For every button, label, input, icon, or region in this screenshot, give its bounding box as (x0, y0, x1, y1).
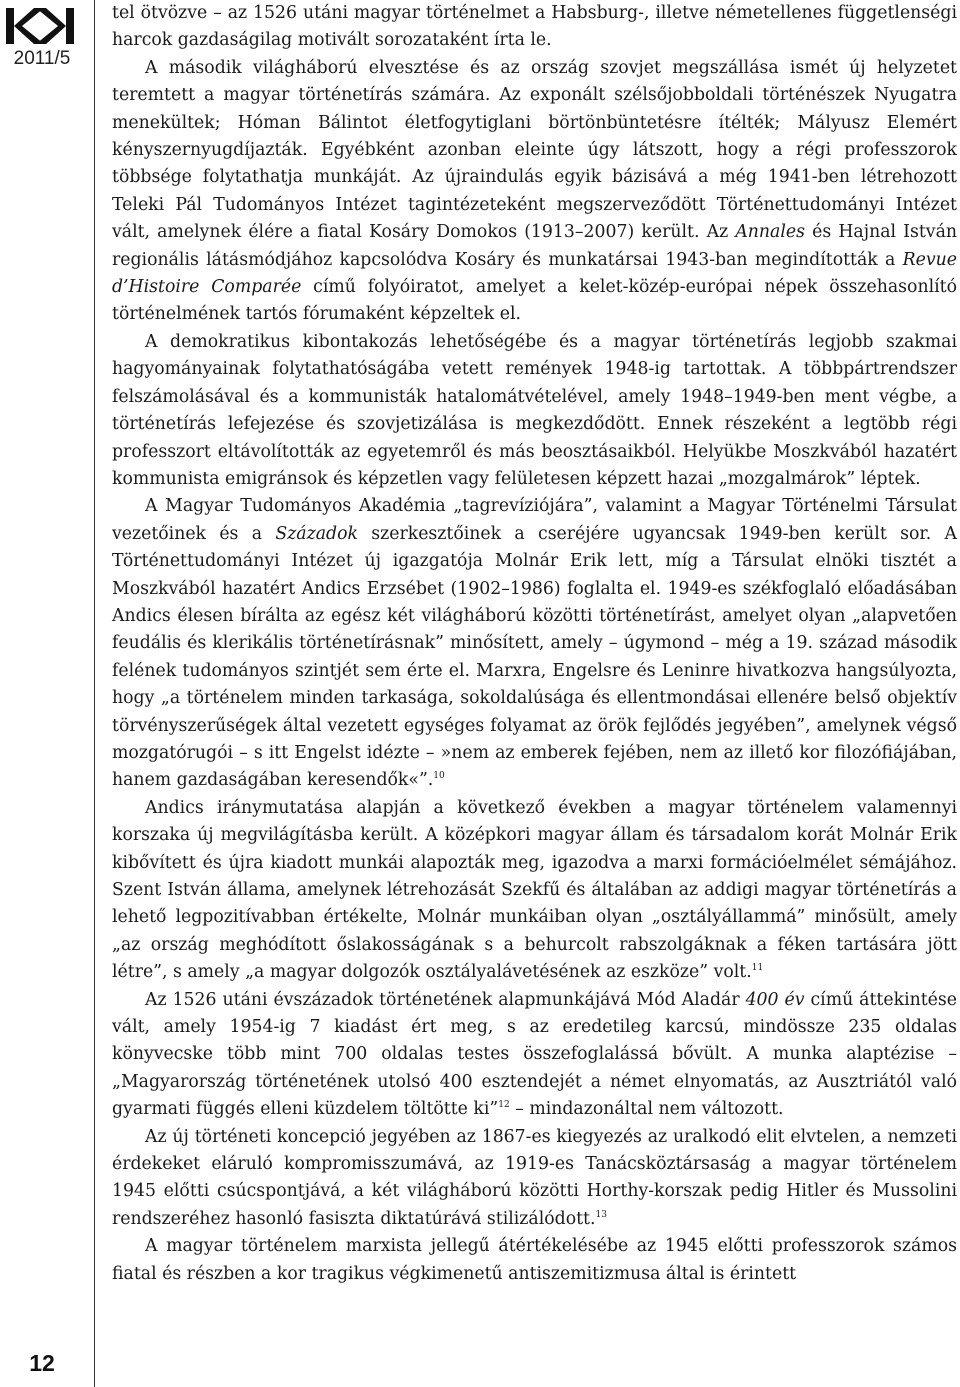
journal-title: Századok (275, 523, 358, 544)
journal-title: Revue d’Histoire Comparée (112, 249, 957, 298)
footnote-ref: 13 (595, 1209, 607, 1220)
paragraph: A második világháború elvesztése és az ország szovjet megszállása ismét új helyzetet teremtett a magyar történetírás számára. Az exponált szélsőjobboldali történészek Nyugatra menekültek; Hóman Bálintot életfogytiglani börtönbüntetésre ítélték; Mályusz Elemért kényszernyugdíjazták. Egyébként azonban eleinte úgy látszott, hogy a régi professzorok többsége folytathatja munkáját. Az újraindulás egyik bázisává a még 1941-ben létrehozott Teleki Pál Tudományos Intézet tagintézeteként megszerveződött Történettudományi Intézet vált, amelynek élére a fiatal Kosáry Domokos (1913–2007) került. Az Annales és Hajnal István regionális látásmódjához kapcsolódva Kosáry és munkatársai 1943-ban megindították a Revue d’Histoire Comparée című folyóiratot, amelyet a kelet-közép-európai népek összehasonlító történelmének tartós fórumaként képzeltek el. (112, 57, 957, 325)
paragraph: Az új történeti koncepció jegyében az 1867-es kiegyezés az uralkodó elit elvtelen, a nemzeti érdekeket eláruló kompromisszumává, az 1919-es Tanácsköztársaság a magyar történelem 1945 előtti csúcspontjává, a két világháború közötti Horthy-korszak pedig Hitler és Mussolini rendszeréhez hasonló fasiszta diktatúrává stilizálódott.$^{13}$ (112, 1126, 957, 1229)
journal-logo (4, 6, 76, 46)
paragraph: A Magyar Tudományos Akadémia „tagrevíziójára”, valamint a Magyar Történelmi Társulat vezetőinek és a Századok szerkesztőinek a cseréjére ugyancsak 1949-ben került sor. A Történettudományi Intézet új igazgatója Molnár Erik lett, míg a Társulat elnöki tisztét a Moszkvából hazatért Andics Erzsébet (1902–1986) foglalta el. 1949-es székfoglaló előadásában Andics élesen bírálta az egész két világháború közötti történetírást, amelyet olyan „alapvetően feudális és klerikális történetírásnak” minősített, amely – úgymond – még a 19. század második felének tudományos szintjét sem érte el. Marxra, Engelsre és Leninre hivatkozva hangsúlyozta, hogy „a történelem minden tarkasága, sokoldalúsága és ellentmondásai ellenére belső objektív törvényszerűségek által vezetett egységes folyamat az örök fejlődés jegyében”, amelynek végső mozgatórugói – s itt Engelst idézte – »nem az emberek fejében, nem az illető kor filozófiájában, hanem gazdaságában keresendők«”.$^{10}$ (112, 496, 958, 791)
footnote-ref: 12 (498, 1100, 510, 1111)
footnote-ref: 10 (433, 771, 445, 782)
page-margin (0, 0, 84, 1387)
footnote-ref: 11 (751, 963, 764, 974)
book-title: 400 év (745, 989, 805, 1010)
article-body (112, 0, 957, 1288)
paragraph: A magyar történelem marxista jellegű átértékelésébe az 1945 előtti professzorok számos fiatal és részben a kor tragikus végkimenetű antiszemitizmusa által is érintett (112, 1236, 957, 1284)
margin-rule (94, 0, 95, 1387)
page-number: 12 (29, 1350, 55, 1376)
paragraph: tel ötvözve – az 1526 utáni magyar történelmet a Habsburg-, illetve németellenes függetlenségi harcok gazdaságilag motivált sorozataként írta le. (112, 3, 957, 51)
paragraph: A demokratikus kibontakozás lehetőségébe és a magyar történetírás legjobb szakmai hagyományainak folytathatóságába vetett remények 1948-ig tartottak. A többpártrendszer felszámolásával és a kommunisták hatalomátvételével, amely 1948–1949-ben ment végbe, a történetírás lefejezése és szovjetizálása is megkezdődött. Ennek részeként a legtöbb régi professzort eltávolították az egyetemről és más beosztásaikból. Helyükbe Moszkvából hazatért kommunista emigránsok és képzetlen vagy felületesen képzett hazai „mozgalmárok” léptek. (112, 331, 957, 489)
journal-title: Annales (735, 222, 805, 243)
paragraph: Az 1526 utáni évszázadok történetének alapmunkájává Mód Aladár 400 év című áttekintése vált, amely 1954-ig 7 kiadást ért meg, s az eredetileg karcsú, mindössze 235 oldalas könyvecske több mint 700 oldalas testes összefoglalássá bővült. A munka alaptézise – „Magyarország történetének utolsó 400 esztendejét a német elnyomatás, az Ausztriától való gyarmati függés elleni küzdelem töltötte ki”$^{12}$ – mindazonáltal nem változott. (112, 989, 957, 1120)
paragraph: Andics iránymutatása alapján a következő években a magyar történelem valamennyi korszaka új megvilágításba került. A középkori magyar állam és társadalom korát Molnár Erik kibővített és újra kiadott munkái alapozták meg, igazodva a marxi formációelmélet sémájához. Szent István állama, amelynek létrehozását Szekfű és általában az addigi magyar történetírás a lehető legpozitívabban értékelte, Molnár munkáiban olyan „osztályállammá” minősült, amely „az ország meghódított őslakosságának s a behurcolt rabszolgáknak a féken tartására jött létre”, s amely „a magyar dolgozók osztályalávetésének az eszköze” volt.$^{11}$ (112, 797, 957, 983)
issue-label: 2011/5 (13, 48, 71, 69)
